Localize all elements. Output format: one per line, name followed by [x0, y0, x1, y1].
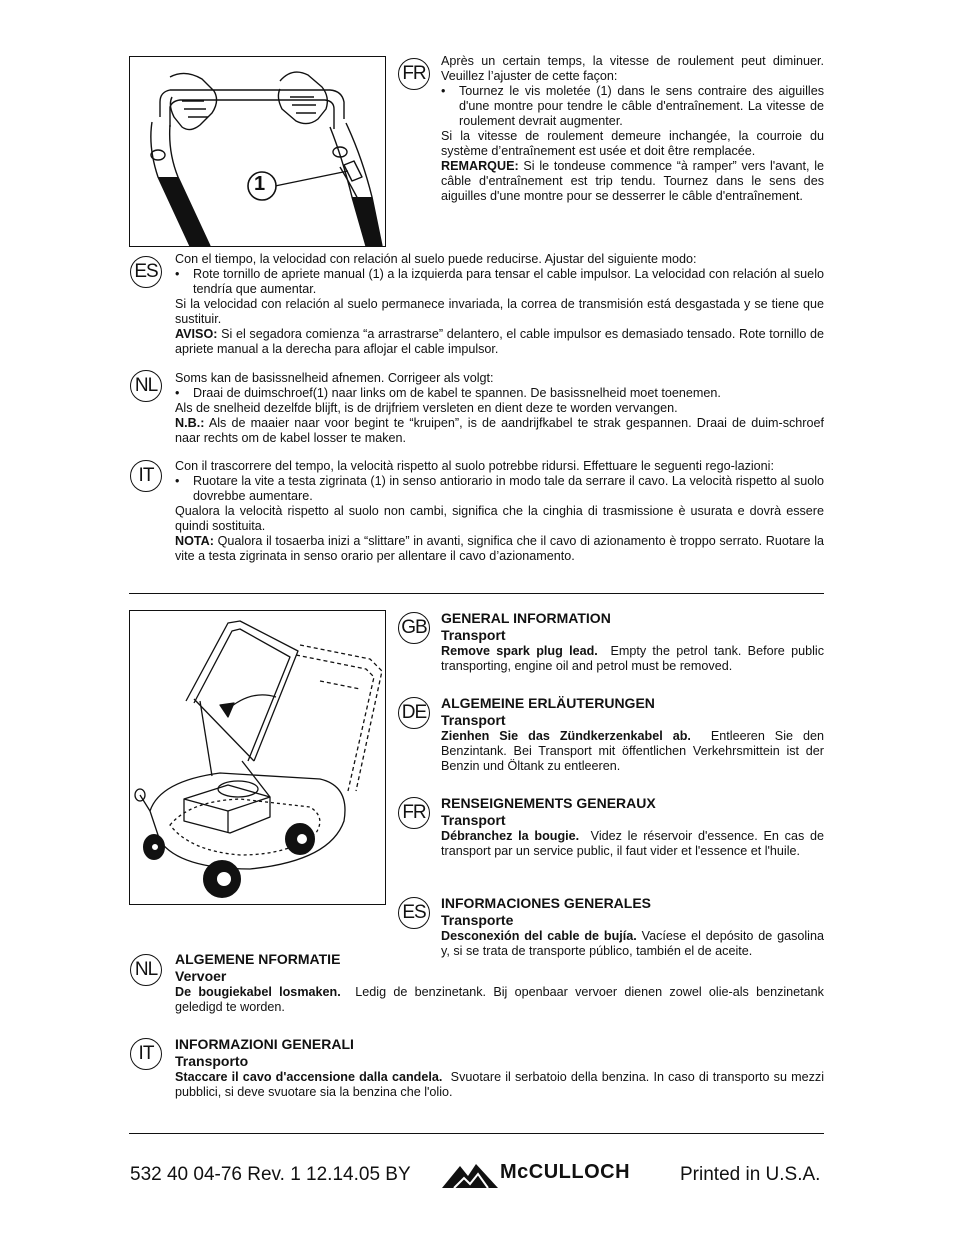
paragraph: Si la velocidad con relación al suelo permanece invariada, la correa de transmisión está desgastada y se tiene que sustituir. [175, 297, 824, 326]
printed-in: Printed in U.S.A. [680, 1164, 821, 1185]
section-title: ALGEMEINE ERLÄUTERUNGEN [441, 695, 655, 711]
section-title: ALGEMENE NFORMATIE [175, 951, 341, 967]
note: NOTA: Qualora il tosaerba inizi a “slittare” in avanti, significa che il cavo di azionamento è troppo serrato. Ruotare la vite a testa zigrinata in senso orario per allentare il cavo d’azionamento. [175, 534, 825, 563]
paragraph: Staccare il cavo d'accensione dalla candela. Svuotare il serbatoio della benzina. In caso di transporto su mezzi pubblici, si deve svuotare sia la benzina che l'olio. [175, 1070, 824, 1099]
paragraph: Qualora la velocità rispetto al suolo non cambi, significa che la cinghia di trasmissione è usurata e dovrà essere quindi sostituita. [175, 504, 824, 533]
note: AVISO: Si el segadora comienza “a arrastrarse” delantero, el cable impulsor es demasiado tensado. Rote tornillo de apriete manual a la derecha para aflojar el cable impulsor. [175, 327, 824, 356]
lang-badge-gb: GB [398, 612, 430, 644]
footer [130, 1163, 411, 1187]
paragraph: Débranchez la bougie. Videz le réservoir d'essence. En cas de transport par un service public, il faut vider et l'essence et l'huile. [441, 829, 824, 858]
lang-badge-fr: FR [398, 58, 430, 90]
note: REMARQUE: Si le tondeuse commence “à ramper” vers l'avant, le câble d'entraînement est trip tendu. Tournez dans le sens des aiguilles d'une montre pour se desserrer le câble d'entraînement. [441, 159, 824, 203]
section-nl-transport [175, 951, 824, 1015]
paragraph: De bougiekabel losmaken. Ledig de benzinetank. Bij openbaar vervoer dienen zowel olie-als benzinetank geledigd te worden. [175, 985, 824, 1014]
section-gb-transport [441, 610, 824, 674]
section-subtitle: Transporte [441, 912, 514, 928]
section-subtitle: Transport [441, 712, 506, 728]
lang-badge-nl-2: NL [130, 954, 162, 986]
paragraph: Si la vitesse de roulement demeure inchangée, la courroie du système d’entraînement est usée et doit être remplacée. [441, 129, 824, 158]
paragraph: Après un certain temps, la vitesse de roulement peut diminuer. Veuillez l’ajuster de cette façon: [441, 54, 824, 83]
lang-badge-de: DE [398, 697, 430, 729]
section-fr-adjust [441, 54, 824, 204]
section-subtitle: Transport [441, 627, 506, 643]
lang-badge-nl: NL [130, 370, 162, 402]
divider [129, 593, 824, 594]
section-es-adjust [175, 252, 824, 357]
lang-badge-it-2: IT [130, 1038, 162, 1070]
note: N.B.: Als de maaier naar voor begint te “kruipen”, is de aandrijfkabel te strak gespannen. Draai de duim-schroef naar rechts om de kabel losser te maken. [175, 416, 824, 445]
handle-illustration [130, 57, 385, 246]
brand-name: McCULLOCH [500, 1161, 631, 1183]
paragraph: Als de snelheid dezelfde blijft, is de drijfriem versleten en dient deze te worden vervangen. [175, 401, 678, 415]
paragraph: Con il trascorrere del tempo, la velocità rispetto al suolo potrebbe ridursi. Effettuare le seguenti rego-lazioni: [175, 459, 774, 473]
bullet-item: • Ruotare la vite a testa zigrinata (1) in senso antiorario in modo tale da serrare il cavo. La velocità rispetto al suolo dovrebbe aumentare. [175, 474, 824, 503]
section-title: INFORMAZIONI GENERALI [175, 1036, 354, 1052]
section-nl-adjust [175, 371, 824, 446]
paragraph: Desconexión del cable de bujía. Vacíese el depósito de gasolina y, si se trata de transporte público, también el de aceite. [441, 929, 824, 958]
section-es-transport [441, 895, 824, 959]
section-it-transport [175, 1036, 824, 1100]
lang-badge-fr-2: FR [398, 797, 430, 829]
bullet-item: • Rote tornillo de apriete manual (1) a la izquierda para tensar el cable impulsor. La velocidad con relación al suelo tendría que aumentar. [175, 267, 824, 296]
section-it-adjust [175, 459, 824, 564]
section-subtitle: Transport [441, 812, 506, 828]
paragraph: Zienhen Sie das Zündkerzenkabel ab. Entleeren Sie den Benzintank. Bei Transport mit öffentlichen Verkehrsmittein ist der Benzin und Öltank zu entleeren. [441, 729, 825, 773]
mower-illustration [130, 611, 385, 904]
bullet-item: • Tournez le vis moletée (1) dans le sens contraire des aiguilles d'une montre pour tendre le câble d'entraînement. La vitesse de roulement devrait augmenter. [441, 84, 824, 128]
section-subtitle: Vervoer [175, 968, 227, 984]
lang-badge-es: ES [130, 256, 162, 288]
section-subtitle: Transporto [175, 1053, 249, 1069]
brand-mountain-icon [440, 1160, 500, 1190]
paragraph: Soms kan de basissnelheid afnemen. Corrigeer als volgt: [175, 371, 494, 385]
part-number: 532 40 04-76 Rev. 1 12.14.05 BY [130, 1164, 411, 1185]
footer-divider [129, 1133, 824, 1134]
brand-logo [440, 1158, 670, 1190]
section-title: RENSEIGNEMENTS GENERAUX [441, 795, 656, 811]
callout-number: 1 [254, 173, 266, 195]
section-de-transport [441, 695, 824, 774]
paragraph: Con el tiempo, la velocidad con relación al suelo puede reducirse. Ajustar del siguiente modo: [175, 252, 697, 266]
section-title: INFORMACIONES GENERALES [441, 895, 652, 911]
paragraph: Remove spark plug lead. Empty the petrol tank. Before public transporting, engine oil and petrol must be removed. [441, 644, 824, 673]
handle-adjust-figure [129, 56, 386, 247]
section-title: GENERAL INFORMATION [441, 610, 611, 626]
mower-fold-figure [129, 610, 386, 905]
bullet-item: • Draai de duimschroef(1) naar links om de kabel te spannen. De basissnelheid moet toenemen. [175, 386, 721, 400]
section-fr-transport [441, 795, 824, 859]
lang-badge-es-2: ES [398, 897, 430, 929]
lang-badge-it: IT [130, 460, 162, 492]
